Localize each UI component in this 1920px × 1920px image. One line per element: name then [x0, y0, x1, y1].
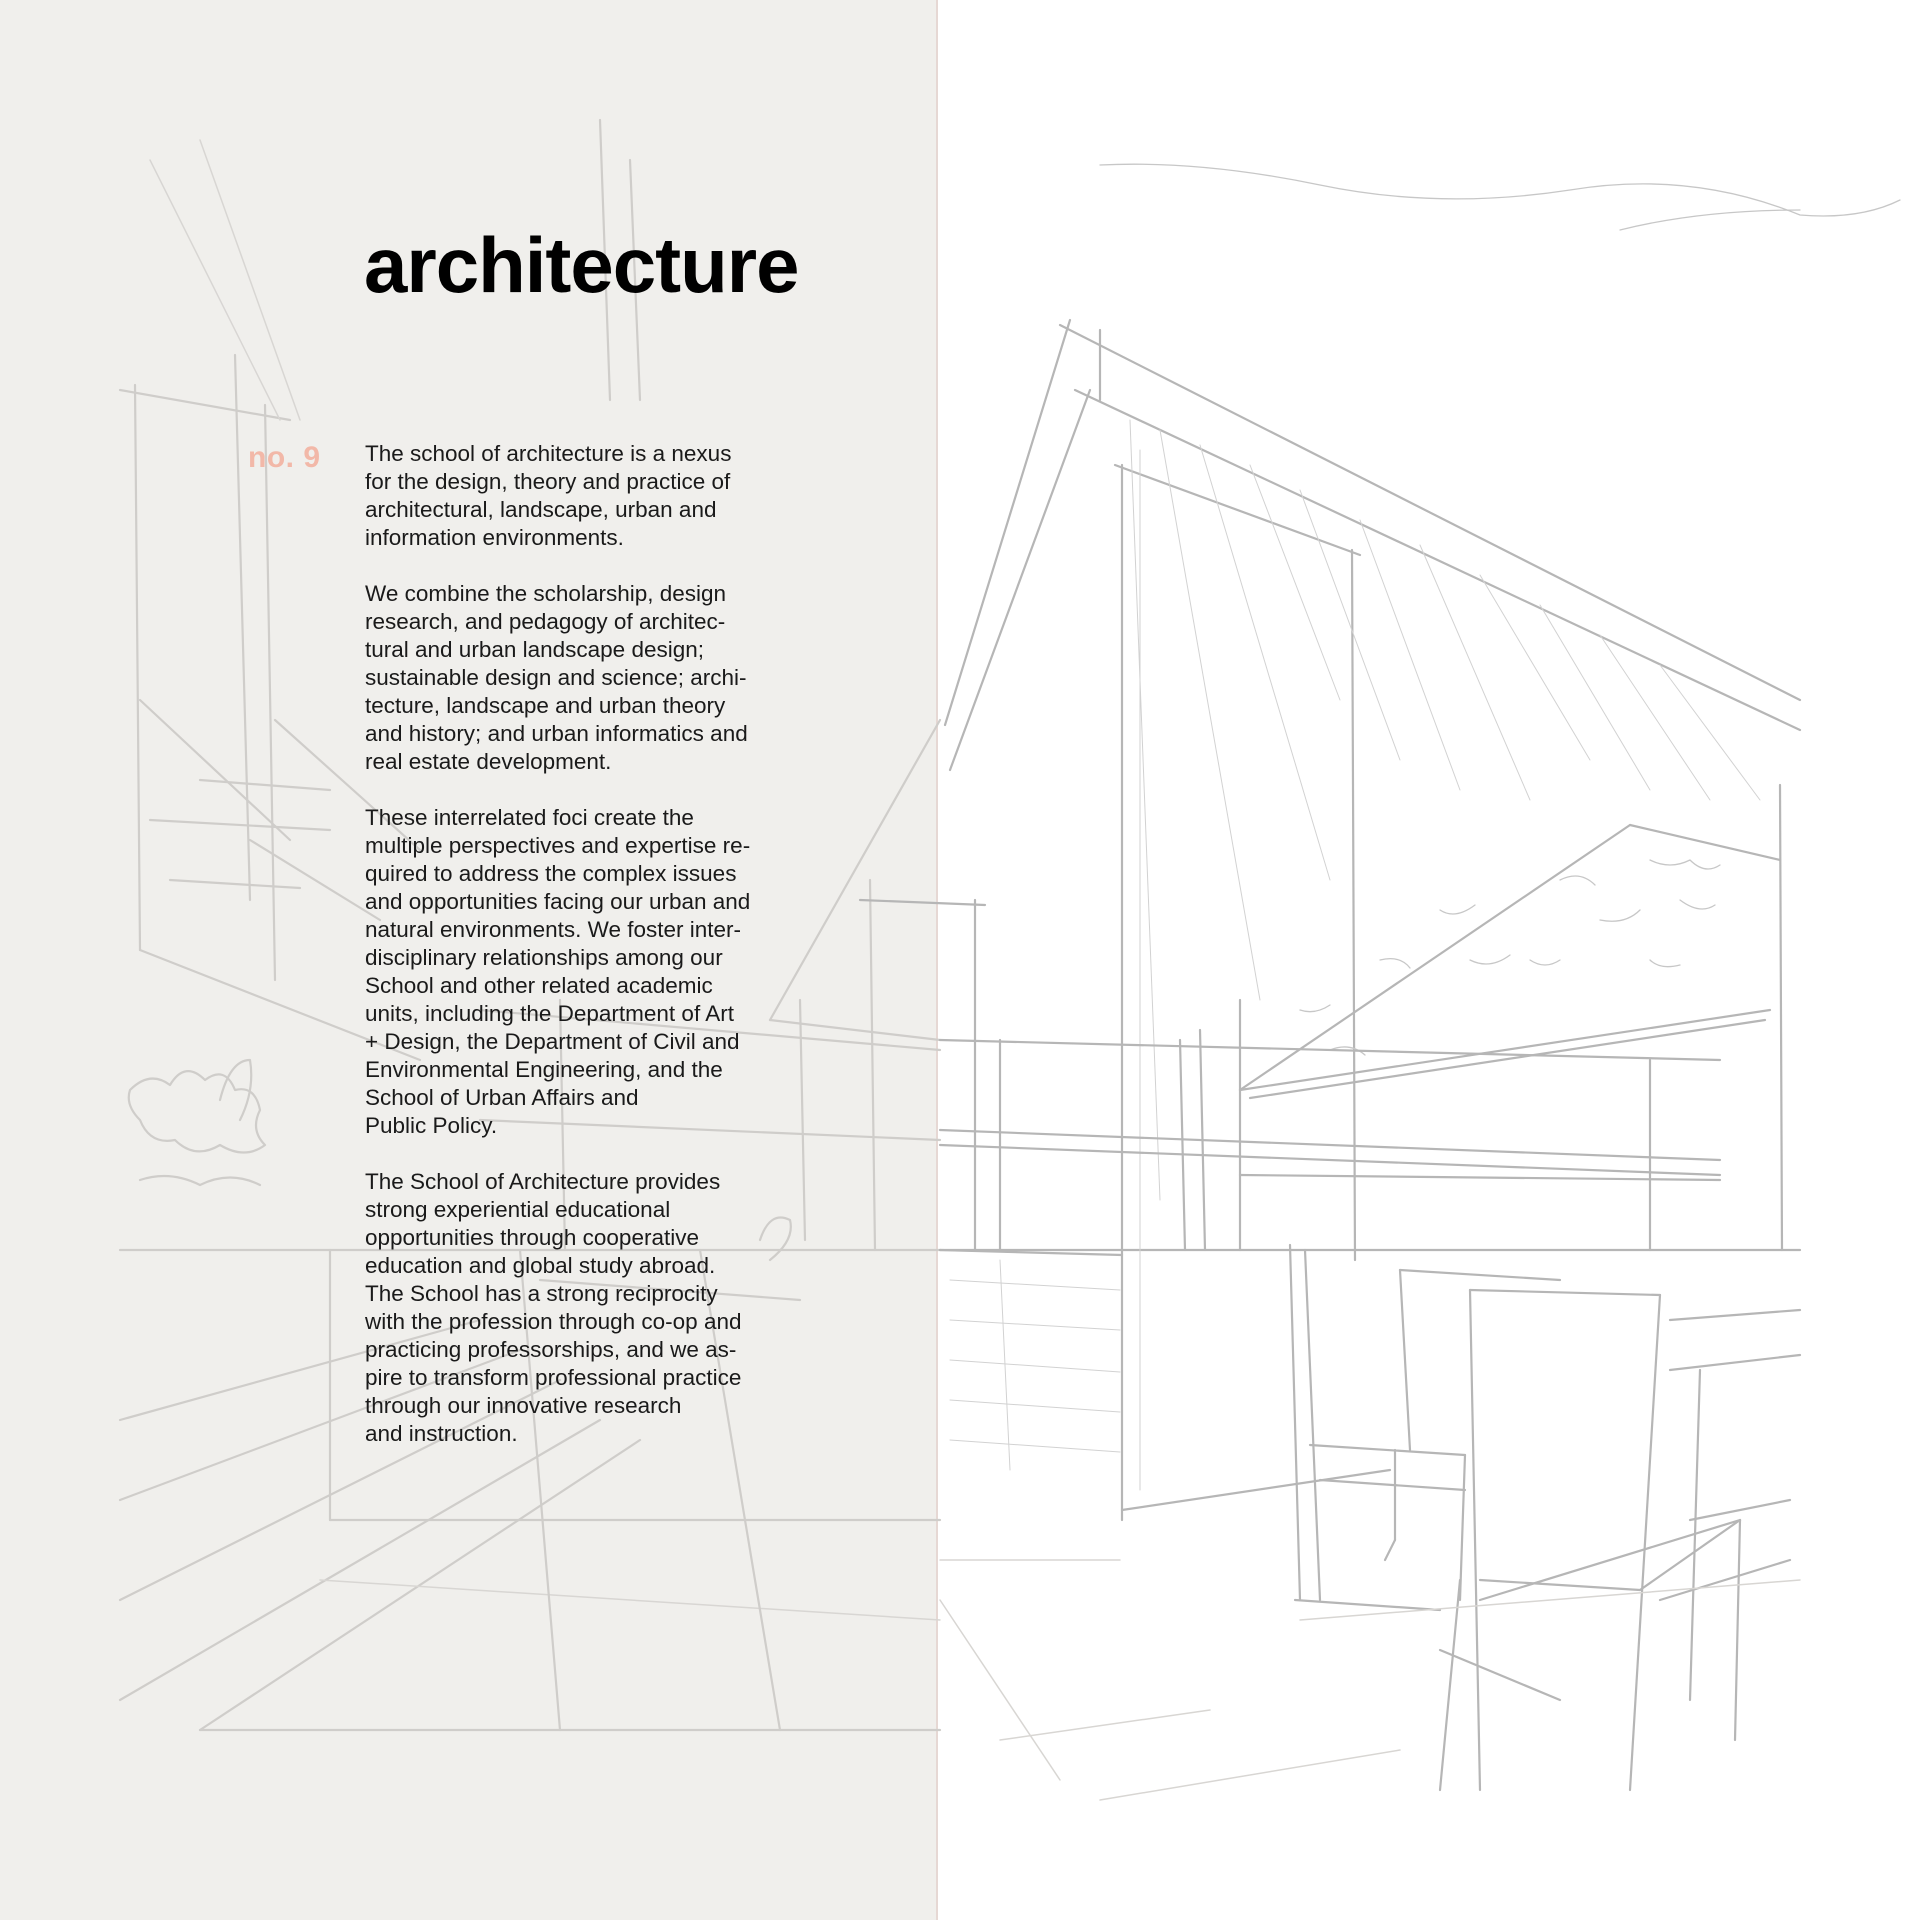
- paragraph-intro: The school of architecture is a nexus for the design, theory and practice of architectural, landscape, urban and information environments.: [365, 441, 732, 550]
- paragraph-foci: These interrelated foci create the multiple perspectives and expertise re- quired to address the complex issues and opportunities facing our urban and natural environments. We foster inter- disciplinary relationships among our School and other related academic units, including the Department of Art + Design, the Department of Civil and Environmental Engineering, and the School of Urban Affairs and Public Policy.: [365, 805, 751, 1138]
- paragraph-scholarship: We combine the scholarship, design research, and pedagogy of architec- tural and urban landscape design; sustainable design and science; archi- tecture, landscape and urban theory and history; and urban informatics and real estate development.: [365, 581, 748, 774]
- right-sketch-lines: [860, 164, 1900, 1800]
- page-title: architecture: [364, 221, 799, 309]
- paragraph-experiential: The School of Architecture provides strong experiential educational opportunities through cooperative education and global study abroad. The School has a strong reciprocity with the profession through co-op and practicing professorships, and we as- pire to transform professional practice through our innovative research and instruction.: [365, 1169, 742, 1446]
- body-text: [365, 440, 785, 1476]
- chapter-number: no. 9: [248, 441, 321, 474]
